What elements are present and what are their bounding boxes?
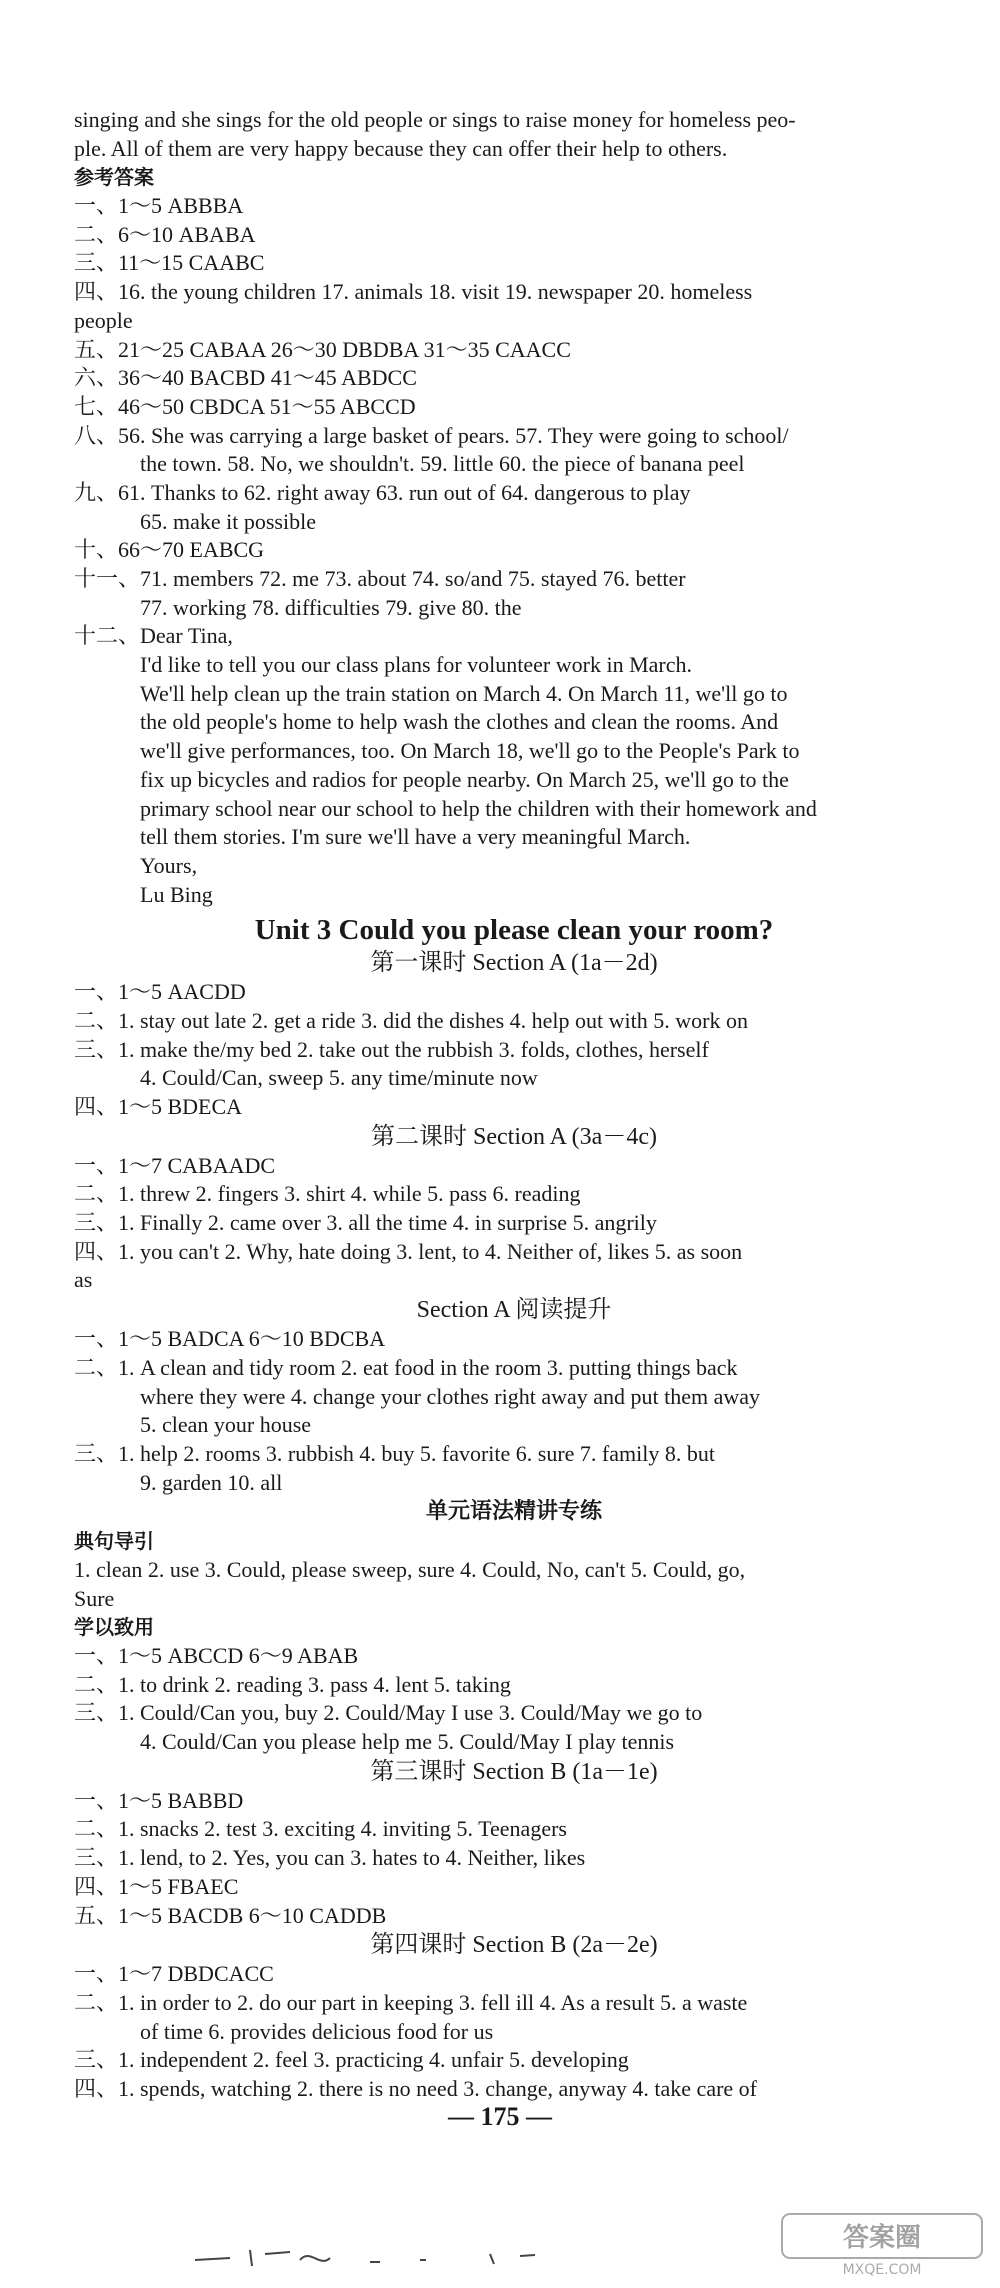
text-line: Section A 阅读提升	[416, 1297, 612, 1324]
text-line: 九、61. Thanks to 62. right away 63. run out of 64. dangerous to play	[74, 479, 691, 505]
text-line: tell them stories. I'm sure we'll have a very meaningful March.	[140, 824, 691, 850]
text-line: 二、1. A clean and tidy room 2. eat food in the room 3. putting things back	[74, 1354, 738, 1380]
page-number: — 175 —	[448, 2102, 552, 2131]
text-line: 一、1～5 BABBD	[74, 1787, 244, 1813]
text-line: 四、1～5 BDECA	[74, 1094, 243, 1119]
text-line: 9. garden 10. all	[140, 1469, 283, 1495]
text-line: as	[74, 1267, 93, 1293]
text-line: 五、1～5 BACDB 6～10 CADDB	[74, 1902, 387, 1928]
text-line: 4. Could/Can you please help me 5. Could/May I play tennis	[140, 1729, 675, 1755]
text-line: 65. make it possible	[140, 508, 316, 534]
text-line: 二、1. snacks 2. test 3. exciting 4. inviting 5. Teenagers	[74, 1816, 567, 1842]
text-line: 参考答案	[74, 165, 154, 190]
text-line: 单元语法精讲专练	[425, 1499, 602, 1525]
text-line: 三、1. Finally 2. came over 3. all the time 4. in surprise 5. angrily	[74, 1210, 657, 1236]
text-line: of time 6. provides delicious food for us	[140, 2018, 494, 2044]
svg-text:答案圈: 答案圈	[842, 2223, 922, 2253]
svg-text:MXQE.COM: MXQE.COM	[842, 2262, 922, 2278]
text-line: 二、1. to drink 2. reading 3. pass 4. lent 5. taking	[74, 1671, 511, 1697]
text-line: people	[74, 307, 133, 333]
handwriting-scribble	[190, 2240, 590, 2270]
text-line: 二、1. in order to 2. do our part in keeping 3. fell ill 4. As a result 5. a waste	[74, 1989, 748, 2015]
text-line: the town. 58. No, we shouldn't. 59. little 60. the piece of banana peel	[140, 451, 745, 477]
text-line: 四、1～5 FBAEC	[74, 1873, 239, 1899]
text-line: 77. working 78. difficulties 79. give 80. the	[140, 594, 522, 620]
text-line: 学以致用	[74, 1615, 154, 1640]
text-line: 三、1. make the/my bed 2. take out the rubbish 3. folds, clothes, herself	[74, 1036, 709, 1062]
text-line: ple. All of them are very happy because they can offer their help to others.	[74, 135, 728, 161]
text-line: 第四课时 Section B (2a－2e)	[370, 1932, 658, 1959]
text-line: primary school near our school to help the children with their homework and	[140, 795, 817, 821]
text-line: 三、1. Could/Can you, buy 2. Could/May I use 3. Could/May we go to	[74, 1700, 703, 1726]
text-line: 4. Could/Can, sweep 5. any time/minute now	[140, 1065, 538, 1091]
text-line: Lu Bing	[140, 881, 213, 907]
text-line: 三、11～15 CAABC	[74, 250, 265, 276]
watermark-logo	[780, 2210, 990, 2280]
text-line: 八、56. She was carrying a large basket of pears. 57. They were going to school/	[74, 422, 789, 448]
text-line: Sure	[74, 1585, 115, 1611]
text-line: 二、1. threw 2. fingers 3. shirt 4. while 5. pass 6. reading	[74, 1181, 581, 1207]
text-line: 典句导引	[74, 1529, 154, 1554]
text-line: 二、1. stay out late 2. get a ride 3. did the dishes 4. help out with 5. work on	[74, 1007, 748, 1033]
text-line: 一、1～5 BADCA 6～10 BDCBA	[74, 1326, 386, 1352]
text-line: Unit 3 Could you please clean your room?	[254, 914, 774, 947]
text-line: 5. clean your house	[140, 1412, 312, 1438]
text-line: 一、1～7 DBDCACC	[74, 1961, 274, 1987]
text-line: 四、1. spends, watching 2. there is no need 3. change, anyway 4. take care of	[74, 2075, 757, 2101]
text-line: 一、1～7 CABAADC	[74, 1152, 276, 1178]
text-line: 五、21～25 CABAA 26～30 DBDBA 31～35 CAACC	[74, 336, 571, 362]
text-line: 六、36～40 BACBD 41～45 ABDCC	[74, 365, 417, 391]
text-line: 第一课时 Section A (1a－2d)	[370, 950, 658, 977]
text-line: we'll give performances, too. On March 18, we'll go to the People's Park to	[140, 738, 800, 764]
text-line: 四、1. you can't 2. Why, hate doing 3. lent, to 4. Neither of, likes 5. as soon	[74, 1238, 743, 1264]
text-line: I'd like to tell you our class plans for volunteer work in March.	[140, 652, 692, 678]
text-line: 一、1～5 ABBBA	[74, 193, 244, 219]
text-line: 十一、71. members 72. me 73. about 74. so/and 75. stayed 76. better	[74, 566, 686, 591]
text-line: 十二、Dear Tina,	[74, 623, 233, 649]
text-line: 第三课时 Section B (1a－1e)	[370, 1758, 658, 1785]
text-line: 七、46～50 CBDCA 51～55 ABCCD	[74, 393, 416, 419]
text-line: We'll help clean up the train station on March 4. On March 11, we'll go to	[140, 680, 788, 706]
text-line: 二、6～10 ABABA	[74, 221, 256, 247]
text-line: fix up bicycles and radios for people nearby. On March 25, we'll go to the	[140, 766, 789, 792]
text-line: where they were 4. change your clothes right away and put them away	[140, 1383, 761, 1409]
text-line: 三、1. lend, to 2. Yes, you can 3. hates to 4. Neither, likes	[74, 1845, 586, 1871]
text-line: singing and she sings for the old people or sings to raise money for homeless peo-	[74, 107, 796, 132]
text-line: 三、1. independent 2. feel 3. practicing 4. unfair 5. developing	[74, 2047, 629, 2073]
text-line: 第二课时 Section A (3a－4c)	[371, 1123, 657, 1150]
text-line: Yours,	[140, 852, 198, 878]
text-line: 三、1. help 2. rooms 3. rubbish 4. buy 5. favorite 6. sure 7. family 8. but	[74, 1440, 715, 1466]
text-line: 一、1～5 ABCCD 6～9 ABAB	[74, 1643, 359, 1668]
answer-key-content	[74, 106, 954, 2104]
text-line: the old people's home to help wash the clothes and clean the rooms. And	[140, 709, 779, 735]
text-line: 四、16. the young children 17. animals 18. visit 19. newspaper 20. homeless	[74, 279, 753, 305]
text-line: 一、1～5 AACDD	[74, 979, 246, 1005]
text-line: 十、66～70 EABCG	[74, 537, 265, 563]
text-line: 1. clean 2. use 3. Could, please sweep, sure 4. Could, No, can't 5. Could, go,	[74, 1556, 746, 1582]
